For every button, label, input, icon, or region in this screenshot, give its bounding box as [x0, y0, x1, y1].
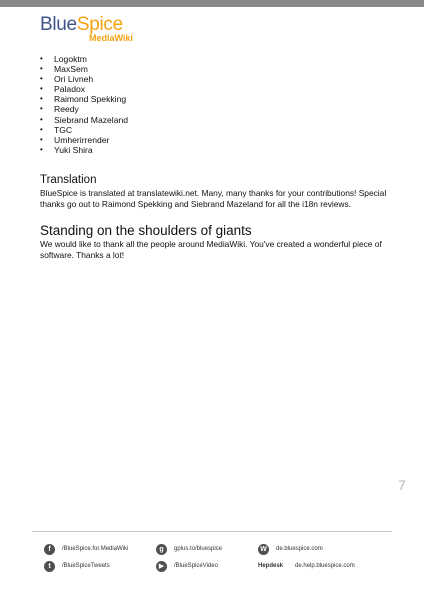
gplus-icon: g — [156, 544, 167, 555]
list-item: • Logoktm — [40, 54, 128, 64]
list-item: • Siebrand Mazeland — [40, 115, 128, 125]
helpdesk-text: de.help.bluespice.com — [295, 563, 355, 569]
translation-heading: Translation — [40, 174, 97, 186]
translation-text: BlueSpice is translated at translatewiki.net. Many, many thanks for your contributions! Special thanks go out to Raimond Spekking and Siebrand Mazeland for all the i18n reviews. — [40, 188, 387, 209]
list-item: • TGC — [40, 125, 128, 135]
footer-facebook-link[interactable] — [44, 542, 128, 556]
helpdesk-label: Hepdesk — [258, 563, 284, 569]
gplus-text: gplus.to/bluespice — [174, 546, 223, 552]
footer-divider — [32, 531, 392, 532]
list-item: • Raimond Spekking — [40, 94, 128, 104]
footer — [44, 542, 384, 576]
footer-youtube-link[interactable] — [156, 559, 218, 573]
twitter-text: /BlueSpiceTweets — [62, 563, 110, 569]
facebook-text: /BlueSpice.for.MediaWiki — [62, 546, 129, 552]
youtube-icon: ▶ — [156, 561, 167, 572]
footer-gplus-link[interactable] — [156, 542, 222, 556]
list-item: • Umherirrender — [40, 135, 128, 145]
logo-blue: Blue — [40, 14, 77, 35]
giants-heading: Standing on the shoulders of giants — [40, 223, 252, 238]
bluespice-logo — [40, 14, 133, 45]
list-item: • MaxSem — [40, 64, 128, 74]
youtube-text: /BlueSpiceVideo — [174, 563, 218, 569]
twitter-icon: t — [44, 561, 55, 572]
list-item: • Paladox — [40, 84, 128, 94]
logo-mediawiki: MediaWiki — [89, 33, 133, 43]
contributor-list — [40, 54, 128, 155]
list-item: • Yuki Shira — [40, 145, 128, 155]
wordpress-icon: W — [258, 544, 269, 555]
page-number: 7 — [398, 477, 406, 493]
wordpress-text: de.bluespice.com — [276, 546, 323, 552]
facebook-icon: f — [44, 544, 55, 555]
top-bar — [0, 0, 424, 7]
footer-twitter-link[interactable] — [44, 559, 110, 573]
list-item: • Ori Livneh — [40, 74, 128, 84]
giants-text: We would like to thank all the people around MediaWiki. You've created a wonderful piece of software. Thanks a lot! — [40, 239, 382, 260]
footer-wordpress-link[interactable] — [258, 542, 323, 556]
list-item: • Reedy — [40, 104, 128, 114]
footer-helpdesk-link[interactable] — [258, 559, 355, 573]
logo-spice: Spice — [76, 14, 123, 35]
